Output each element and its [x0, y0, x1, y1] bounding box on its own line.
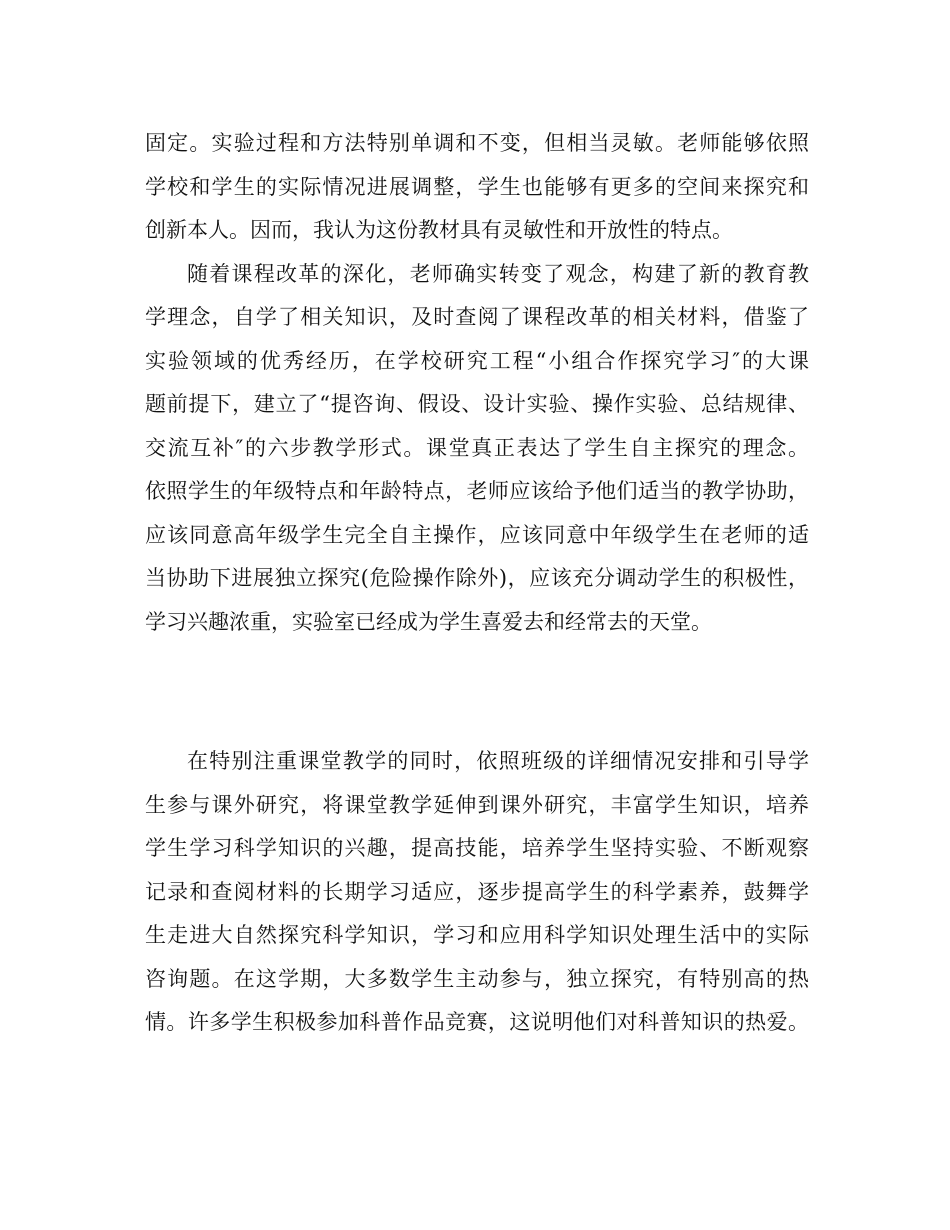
text-line: 咨询题。在这学期，大多数学生主动参与，独立探究，有特别高的热 [145, 966, 809, 991]
text-line: 情。许多学生积极参加科普作品竞赛，这说明他们对科普知识的热爱。 [145, 1010, 809, 1034]
text-line: 交流互补″的六步教学形式。课堂真正表达了学生自主探究的理念。 [145, 435, 809, 460]
text-block-upper [145, 122, 809, 644]
text-line: 生参与课外研究，将课堂教学延伸到课外研究，丰富学生知识，培养 [145, 792, 809, 817]
text-line: 创新本人。因而，我认为这份教材具有灵敏性和开放性的特点。 [145, 218, 733, 242]
text-line: 学校和学生的实际情况进展调整，学生也能够有更多的空间来探究和 [145, 174, 809, 199]
text-line: 生走进大自然探究科学知识，学习和应用科学知识处理生活中的实际 [145, 923, 809, 947]
text-line: 应该同意高年级学生完全自主操作，应该同意中年级学生在老师的适 [145, 522, 809, 547]
text-line: 固定。实验过程和方法特别单调和不变，但相当灵敏。老师能够依照 [145, 131, 809, 155]
text-block-lower [145, 740, 809, 1045]
text-line: 依照学生的年级特点和年龄特点，老师应该给予他们适当的教学协助， [145, 479, 809, 503]
text-line: 记录和查阅材料的长期学习适应，逐步提高学生的科学素养，鼓舞学 [145, 879, 809, 904]
text-line: 当协助下进展独立探究(危险操作除外)，应该充分调动学生的积极性， [145, 566, 809, 590]
text-line: 题前提下，建立了“提咨询、假设、设计实验、操作实验、总结规律、 [145, 392, 809, 416]
text-line: 学理念，自学了相关知识，及时查阅了课程改革的相关材料，借鉴了 [145, 305, 809, 329]
text-line: 实验领域的优秀经历，在学校研究工程“小组合作探究学习″的大课 [145, 348, 809, 373]
text-line: 学生学习科学知识的兴趣，提高技能，培养学生坚持实验、不断观察 [145, 836, 809, 860]
text-line: 在特别注重课堂教学的同时，依照班级的详细情况安排和引导学 [187, 749, 809, 773]
paragraph-1 [145, 122, 809, 253]
paragraph-2 [145, 253, 809, 645]
paragraph-3 [145, 740, 809, 1045]
text-line: 学习兴趣浓重，实验室已经成为学生喜爱去和经常去的天堂。 [145, 609, 712, 634]
text-line: 随着课程改革的深化，老师确实转变了观念，构建了新的教育教 [187, 261, 809, 286]
